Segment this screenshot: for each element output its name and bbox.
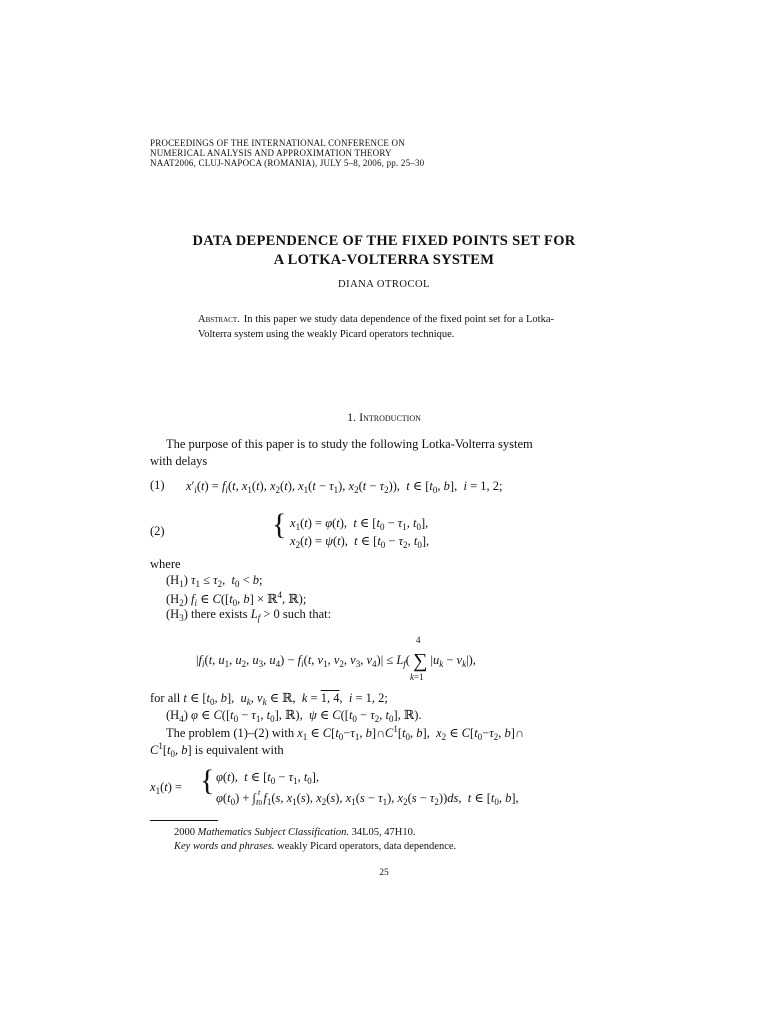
header-line-2: NUMERICAL ANALYSIS AND APPROXIMATION THEORY: [150, 148, 392, 158]
msc-label: 2000: [174, 827, 195, 838]
forall-text: for all: [150, 691, 181, 705]
author-name: DIANA OTROCOL: [338, 279, 430, 290]
footnote-keywords: [174, 840, 456, 854]
equation-1-label: (1): [150, 478, 165, 492]
integral-row-1: φ(t), t ∈ [$t_0 - \tau_1$, $t_0$],: [216, 770, 320, 786]
lipschitz-inequality: $|f_i(t$, $u_1$, $u_2$, $u_3$, $u_4) - f_i(t$, $v_1$, $v_2$, $v_3$, $v_4)| \le L_f$( ∑ $|u_k - v_k|$),: [196, 650, 476, 672]
where-text: where: [150, 557, 181, 571]
section-heading: [0, 410, 768, 425]
section-title: Introduction: [359, 410, 421, 424]
equation-1: $x'_i(t) = f_i(t$, $x_1(t)$, $x_2(t)$, $x_1(t - \tau_1)$, $x_2(t - \tau_2)$), t ∈ [$t_0$, b], i = 1, 2;: [186, 479, 503, 495]
equation-2-label: (2): [150, 524, 165, 538]
problem-line-1: The problem (1)–(2) with $x_1$ ∈ $C[t_0-\tau_1$, $b]\cap C^1[t_0$, b], $x_2$ ∈ $C[t_0-\tau_2$, b]∩: [166, 724, 524, 742]
forall-line: for all t ∈ [$t_0$, b], $u_k$, $v_k$ ∈ ℝ, k = 1, 4, i = 1, 2;: [150, 691, 388, 707]
keywords-text: weakly Picard operators, data dependence.: [277, 841, 457, 852]
proceedings-header: [150, 138, 424, 168]
title-line-1: DATA DEPENDENCE OF THE FIXED POINTS SET FOR: [192, 233, 576, 249]
page-number: 25: [379, 868, 389, 878]
problem-text: The problem (1)–(2) with: [166, 726, 295, 740]
h3-tail: such that:: [282, 607, 332, 621]
paper-title: [0, 232, 768, 270]
hypothesis-h4: $(H_4)$ φ ∈ $C([t_0 - \tau_1$, $t_0$], ℝ), ψ ∈ $C([t_0 - \tau_2$, $t_0$], ℝ).: [166, 708, 422, 724]
sum-lower-limit: k=1: [410, 672, 424, 682]
msc-codes: 34L05, 47H10.: [351, 827, 416, 838]
hypothesis-h3: $(H_3)$ there exists $L_f > 0$ such that:: [166, 607, 332, 623]
intro-line-2: with delays: [150, 454, 208, 468]
footnote-msc: [174, 826, 415, 840]
footnote-rule: [150, 820, 218, 821]
msc-italic: Mathematics Subject Classification.: [197, 827, 349, 838]
abstract-lead: Abstract.: [198, 314, 240, 325]
h3-text: there exists: [191, 607, 248, 621]
title-line-2: A LOTKA-VOLTERRA SYSTEM: [273, 252, 495, 268]
abstract-text: In this paper we study data dependence of the fixed point set for a Lotka-Volterra system using the weakly Picard operators technique.: [198, 314, 554, 340]
equivalent-text: is equivalent with: [194, 743, 284, 757]
integral-lhs: $x_1(t)$ =: [150, 780, 183, 796]
equation-2-row-2: $x_2(t) = \psi(t)$, t ∈ [$t_0 - \tau_2$, $t_0$],: [290, 534, 430, 550]
left-brace-1: {: [272, 508, 287, 541]
problem-line-2: $C^1[t_0$, b] is equivalent with: [150, 741, 284, 759]
intro-line-1: The purpose of this paper is to study the following Lotka-Volterra system: [166, 437, 533, 451]
keywords-italic: Key words and phrases.: [174, 841, 275, 852]
header-line-3: NAAT2006, CLUJ-NAPOCA (ROMANIA), JULY 5–8, 2006, pp. 25–30: [150, 158, 425, 168]
section-number: 1.: [347, 410, 357, 424]
sum-upper-limit: 4: [416, 635, 421, 645]
integral-row-2: $\varphi(t_0) + \int_{t0}^t$ $f_1(s$, $x_1(s)$, $x_2(s)$, $x_1(s - \tau_1)$, $x_2(s - \tau_2))ds$, t ∈ [$t_0$, b],: [216, 788, 519, 807]
hypothesis-h1: $(H_1) \tau_1 \le \tau_2$, $t_0 < b$;: [166, 573, 263, 589]
left-brace-2: {: [200, 764, 215, 797]
abstract: [198, 312, 554, 342]
equation-2-row-1: $x_1(t) = \varphi(t)$, t ∈ [$t_0 - \tau_1$, $t_0$],: [290, 516, 429, 532]
header-line-1: PROCEEDINGS OF THE INTERNATIONAL CONFERENCE ON: [150, 138, 405, 148]
hypothesis-h2: $(H_2)$ $f_i$ ∈ $C([t_0$, b] × ℝ$^4$, ℝ);: [166, 590, 307, 608]
